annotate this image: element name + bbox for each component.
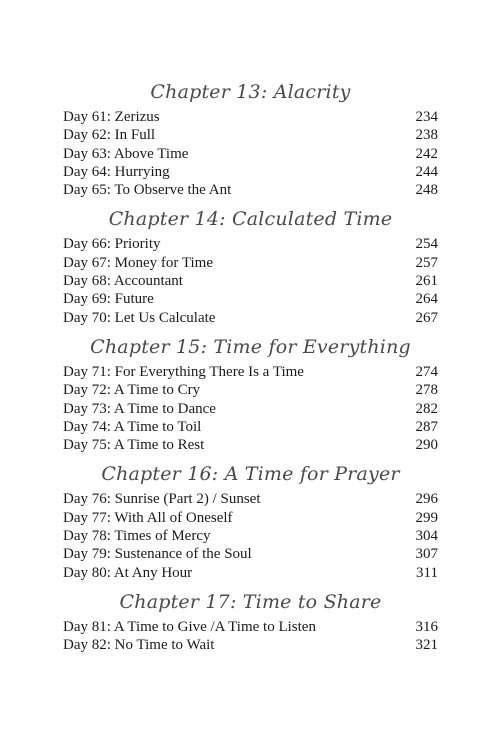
chapter-title: Chapter 13: Alacrity [150,81,351,103]
entry-page-number: 274 [415,363,438,380]
entry-page-number: 264 [415,291,438,308]
entry-page-number: 307 [415,546,438,563]
entry-page-number: 282 [415,400,438,417]
toc-entry [63,145,438,163]
toc-entry [63,181,438,199]
toc-entry [63,235,438,253]
toc-entry [63,272,438,290]
toc-entry [63,509,438,527]
entry-label: Day 68: Accountant [63,273,183,290]
entry-page-number: 244 [415,163,438,180]
toc-entry [63,108,438,126]
entry-label: Day 72: A Time to Cry [63,382,201,399]
entry-label: Day 65: To Observe the Ant [63,182,232,199]
entry-page-number: 299 [415,509,438,526]
chapter-14 [63,203,438,326]
entry-label: Day 81: A Time to Give /A Time to Listen [63,618,316,635]
toc-entry [63,490,438,508]
entry-label: Day 71: For Everything There Is a Time [63,363,304,380]
entry-page-number: 316 [415,618,438,635]
entry-page-number: 321 [415,637,438,654]
entry-label: Day 63: Above Time [63,145,189,162]
entry-label: Day 77: With All of Oneself [63,509,233,526]
chapter-13 [63,76,438,199]
entry-page-number: 290 [415,437,438,454]
entry-label: Day 75: A Time to Rest [63,437,205,454]
chapter-title: Chapter 16: A Time for Prayer [101,463,400,486]
chapter-title: Chapter 17: Time to Share [119,590,382,613]
entry-list [63,363,438,454]
toc-entry [63,381,438,399]
toc-entry [63,527,438,545]
entry-page-number: 304 [415,528,438,545]
entry-list [63,108,438,199]
toc-entry [63,163,438,181]
entry-label: Day 70: Let Us Calculate [63,309,216,326]
toc-entry [63,545,438,563]
entry-list [63,235,438,326]
toc-entry [63,254,438,272]
toc-entry [63,564,438,582]
toc-entry [63,636,438,654]
entry-page-number: 254 [415,236,438,253]
entry-page-number: 261 [415,273,438,290]
entry-list [63,618,438,655]
entry-page-number: 296 [415,491,438,508]
entry-page-number: 311 [416,564,438,581]
table-of-contents [63,76,438,659]
chapter-16 [63,458,438,581]
chapter-title: Chapter 15: Time for Everything [90,335,411,358]
entry-label: Day 76: Sunrise (Part 2) / Sunset [63,491,261,508]
entry-page-number: 242 [415,145,438,162]
entry-label: Day 61: Zerizus [63,109,160,125]
toc-entry [63,290,438,308]
entry-label: Day 73: A Time to Dance [63,400,216,417]
toc-entry [63,436,438,454]
entry-label: Day 64: Hurrying [63,163,170,180]
entry-label: Day 62: In Full [63,127,156,144]
toc-entry [63,363,438,381]
toc-entry [63,400,438,418]
entry-page-number: 278 [415,382,438,399]
entry-page-number: 248 [415,182,438,199]
toc-entry [63,418,438,436]
chapter-title: Chapter 14: Calculated Time [108,208,393,231]
toc-entry [63,618,438,636]
entry-label: Day 67: Money for Time [63,254,213,271]
chapter-15 [63,331,438,454]
entry-label: Day 69: Future [63,291,154,308]
entry-page-number: 287 [415,418,438,435]
entry-page-number: 238 [415,127,438,144]
entry-label: Day 80: At Any Hour [63,564,193,581]
entry-label: Day 74: A Time to Toil [63,418,202,435]
entry-label: Day 66: Priority [63,236,161,253]
entry-label: Day 82: No Time to Wait [63,637,215,654]
entry-page-number: 267 [415,309,438,326]
entry-label: Day 78: Times of Mercy [63,528,211,545]
entry-label: Day 79: Sustenance of the Soul [63,546,252,563]
chapter-17 [63,586,438,655]
toc-entry [63,126,438,144]
entry-page-number: 234 [415,109,438,125]
entry-list [63,490,438,581]
entry-page-number: 257 [415,254,438,271]
toc-entry [63,309,438,327]
